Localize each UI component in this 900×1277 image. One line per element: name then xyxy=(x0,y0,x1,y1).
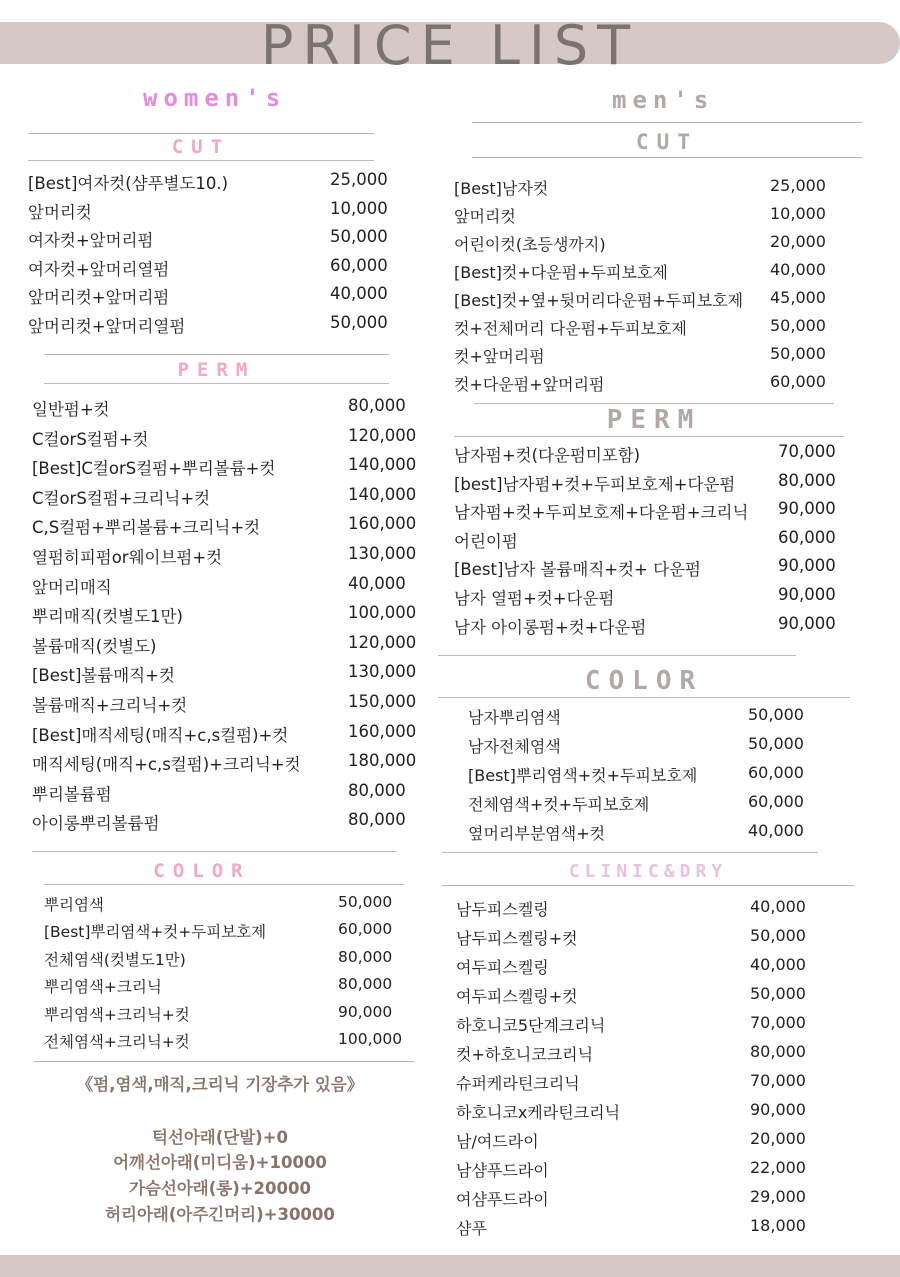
mens-perm-heading xyxy=(474,405,834,435)
divider xyxy=(44,884,404,885)
item-name: 여두피스켈링+컷 xyxy=(456,987,578,1006)
item-name: [Best]뿌리염색+컷+두피보호제 xyxy=(44,923,267,942)
list-item xyxy=(456,1216,826,1245)
item-name: 뿌리볼륨펌 xyxy=(32,784,112,804)
list-item xyxy=(468,821,828,850)
section-label: CLINIC&DRY xyxy=(568,861,728,882)
section-label: PERM xyxy=(606,405,702,435)
divider xyxy=(438,655,796,656)
list-item xyxy=(456,1071,826,1100)
item-name: 남자뿌리염색 xyxy=(468,708,561,727)
item-name: 여샴푸드라이 xyxy=(456,1190,549,1209)
item-price: 50,000 xyxy=(770,316,826,335)
item-price: 50,000 xyxy=(750,926,806,945)
item-name: 컷+하호니코크리닉 xyxy=(456,1045,594,1064)
list-item xyxy=(454,260,844,288)
mens-color-heading xyxy=(438,666,850,696)
item-price: 25,000 xyxy=(330,170,388,189)
item-price: 80,000 xyxy=(750,1042,806,1061)
item-price: 100,000 xyxy=(338,1029,403,1048)
item-price: 45,000 xyxy=(770,288,826,307)
item-price: 40,000 xyxy=(330,284,388,304)
section-label: COLOR xyxy=(584,666,704,696)
item-price: 140,000 xyxy=(348,455,417,475)
item-name: 어린이컷(초등생까지) xyxy=(454,235,606,254)
section-label: COLOR xyxy=(153,860,251,882)
divider xyxy=(34,1061,414,1062)
list-item xyxy=(454,344,844,372)
item-name: 아이롱뿌리볼륨펌 xyxy=(32,814,160,834)
list-item xyxy=(32,810,422,840)
list-item xyxy=(32,455,422,485)
item-price: 18,000 xyxy=(750,1216,806,1235)
item-price: 50,000 xyxy=(338,893,393,911)
item-price: 29,000 xyxy=(750,1187,806,1206)
section-label: CUT xyxy=(171,136,231,158)
list-item xyxy=(454,499,849,528)
mens-cut-heading xyxy=(472,130,862,154)
item-name: 앞머리컷+앞머리열펌 xyxy=(28,316,186,336)
item-name: [Best]남자컷 xyxy=(454,179,549,198)
item-price: 150,000 xyxy=(348,691,417,711)
list-item xyxy=(456,1129,826,1158)
mens-color-list xyxy=(468,705,828,850)
item-name: 전체염색+컷+두피보호제 xyxy=(468,795,650,814)
item-price: 50,000 xyxy=(330,312,388,332)
divider xyxy=(454,436,844,437)
item-price: 50,000 xyxy=(330,227,388,247)
surcharge-medium: 어깨선아래(미디움)+10000 xyxy=(113,1153,327,1172)
list-item xyxy=(454,232,844,260)
item-price: 130,000 xyxy=(348,543,417,563)
item-price: 70,000 xyxy=(750,1071,806,1090)
item-price: 90,000 xyxy=(778,613,836,633)
item-name: 남두피스켈링+컷 xyxy=(456,929,578,948)
list-item xyxy=(456,1158,826,1187)
list-item xyxy=(456,984,826,1013)
list-item xyxy=(32,633,422,663)
list-item xyxy=(454,372,844,400)
item-name: 앞머리컷+앞머리펌 xyxy=(28,288,170,308)
item-name: 옆머리부분염색+컷 xyxy=(468,824,606,843)
item-price: 40,000 xyxy=(748,821,804,840)
item-name: C컬orS컬펌+크리닉+컷 xyxy=(32,488,211,508)
item-price: 20,000 xyxy=(770,232,826,251)
item-price: 90,000 xyxy=(778,556,836,576)
list-item xyxy=(32,722,422,752)
item-name: 샴푸 xyxy=(456,1219,487,1238)
item-name: 앞머리매직 xyxy=(32,577,112,597)
list-item xyxy=(454,528,849,557)
page-title: PRICE LIST xyxy=(260,14,640,77)
item-name: 여자컷+앞머리열펌 xyxy=(28,259,170,279)
item-name: [Best]컷+옆+뒷머리다운펌+두피보호제 xyxy=(454,291,744,310)
list-item xyxy=(456,1100,826,1129)
item-name: 컷+전체머리 다운펌+두피보호제 xyxy=(454,319,687,338)
item-price: 40,000 xyxy=(750,897,806,916)
item-price: 60,000 xyxy=(778,527,836,547)
list-item xyxy=(32,781,422,811)
item-price: 25,000 xyxy=(770,176,826,195)
item-name: [Best]매직세팅(매직+c,s컬펌)+컷 xyxy=(32,725,289,745)
list-item xyxy=(28,199,408,228)
item-name: [Best]컷+다운펌+두피보호제 xyxy=(454,263,668,282)
list-item xyxy=(32,692,422,722)
list-item xyxy=(454,471,849,500)
item-price: 50,000 xyxy=(770,344,826,363)
surcharge-long: 가슴선아래(롱)+20000 xyxy=(129,1179,311,1198)
mens-heading: men's xyxy=(612,86,715,114)
divider xyxy=(32,851,397,852)
item-name: 남자전체염색 xyxy=(468,737,561,756)
item-price: 90,000 xyxy=(750,1100,806,1119)
item-name: 여두피스켈링 xyxy=(456,958,549,977)
item-name: 어린이펌 xyxy=(454,531,518,551)
item-name: 남자펌+컷+두피보호제+다운펌+크리닉 xyxy=(454,503,749,523)
item-name: 남자 아이롱펌+컷+다운펌 xyxy=(454,617,647,637)
surcharge-very-long: 허리아래(아주긴머리)+30000 xyxy=(105,1205,335,1224)
item-name: 볼륨매직+크리닉+컷 xyxy=(32,695,188,715)
item-name: 매직세팅(매직+c,s컬펌)+크리닉+컷 xyxy=(32,755,301,775)
divider xyxy=(28,133,374,134)
surcharge-short: 턱선아래(단발)+0 xyxy=(151,1128,289,1147)
list-item xyxy=(44,975,414,1002)
item-price: 160,000 xyxy=(348,514,417,534)
item-price: 70,000 xyxy=(778,442,836,461)
item-price: 120,000 xyxy=(348,425,417,445)
item-name: 전체염색(컷별도1만) xyxy=(44,950,186,969)
item-name: 남샴푸드라이 xyxy=(456,1161,549,1180)
item-name: 컷+다운펌+앞머리펌 xyxy=(454,375,605,394)
item-price: 130,000 xyxy=(348,662,417,682)
list-item xyxy=(454,316,844,344)
list-item xyxy=(32,426,422,456)
item-name: [Best]여자컷(샴푸별도10.) xyxy=(28,174,229,193)
item-name: C,S컬펌+뿌리볼륨+크리닉+컷 xyxy=(32,518,261,538)
item-name: 컷+앞머리펌 xyxy=(454,347,545,366)
divider xyxy=(472,122,862,123)
item-price: 60,000 xyxy=(330,255,388,275)
list-item xyxy=(32,514,422,544)
item-price: 60,000 xyxy=(770,372,826,391)
item-name: 앞머리컷 xyxy=(28,202,92,222)
list-item xyxy=(44,1030,414,1057)
item-name: [best]남자펌+컷+두피보호제+다운펌 xyxy=(454,474,736,494)
item-price: 70,000 xyxy=(750,1013,806,1032)
list-item xyxy=(28,170,408,199)
divider xyxy=(472,157,862,158)
womens-cut-list xyxy=(28,170,408,342)
item-price: 180,000 xyxy=(348,751,417,771)
item-price: 80,000 xyxy=(338,975,393,994)
length-notice: 《펌,염색,매직,크리닉 기장추가 있음》 xyxy=(76,1075,364,1094)
list-item xyxy=(28,313,408,342)
item-price: 100,000 xyxy=(348,603,417,623)
item-price: 50,000 xyxy=(748,734,804,753)
list-item xyxy=(454,204,844,232)
item-name: 남/여드라이 xyxy=(456,1132,539,1151)
item-price: 40,000 xyxy=(348,573,406,593)
list-item xyxy=(456,1042,826,1071)
item-name: C컬orS컬펌+컷 xyxy=(32,429,149,449)
section-label: PERM xyxy=(177,359,256,381)
item-price: 50,000 xyxy=(750,984,806,1003)
item-name: 앞머리컷 xyxy=(454,207,516,226)
item-name: 뿌리매직(컷별도1만) xyxy=(32,607,183,627)
item-name: 하호니코5단계크리닉 xyxy=(456,1016,606,1035)
list-item xyxy=(454,288,844,316)
item-price: 120,000 xyxy=(348,632,417,652)
item-name: 볼륨매직(컷별도) xyxy=(32,636,157,656)
mens-clinic-list xyxy=(456,897,826,1245)
list-item xyxy=(32,485,422,515)
item-price: 80,000 xyxy=(338,947,393,966)
divider xyxy=(442,852,818,853)
womens-perm-heading xyxy=(44,359,389,381)
item-price: 80,000 xyxy=(348,780,406,800)
item-name: 전체염색+크리닉+컷 xyxy=(44,1032,190,1051)
list-item xyxy=(28,227,408,256)
item-price: 20,000 xyxy=(750,1129,806,1148)
item-price: 40,000 xyxy=(770,260,826,279)
section-label: CUT xyxy=(636,130,698,154)
item-price: 60,000 xyxy=(748,792,804,811)
womens-cut-heading xyxy=(28,136,374,158)
list-item xyxy=(454,556,849,585)
item-name: 남두피스켈링 xyxy=(456,900,549,919)
list-item xyxy=(468,792,828,821)
list-item xyxy=(454,442,849,471)
footer-band xyxy=(0,1255,900,1277)
divider xyxy=(438,697,850,698)
item-price: 50,000 xyxy=(748,705,804,724)
item-name: 슈퍼케라틴크리닉 xyxy=(456,1074,580,1093)
list-item xyxy=(32,544,422,574)
item-name: 남자 열펌+컷+다운펌 xyxy=(454,588,615,608)
list-item xyxy=(32,574,422,604)
womens-color-list xyxy=(44,893,414,1057)
item-name: 뿌리염색 xyxy=(44,896,104,914)
list-item xyxy=(32,751,422,781)
item-name: [Best]뿌리염색+컷+두피보호제 xyxy=(468,766,698,785)
divider xyxy=(474,403,834,404)
item-price: 80,000 xyxy=(348,810,406,830)
item-name: [Best]남자 볼륨매직+컷+ 다운펌 xyxy=(454,560,701,580)
mens-cut-list xyxy=(454,176,844,400)
item-name: [Best]볼륨매직+컷 xyxy=(32,666,175,686)
womens-color-heading xyxy=(32,860,372,882)
item-price: 22,000 xyxy=(750,1158,806,1177)
list-item xyxy=(454,614,849,643)
list-item xyxy=(28,284,408,313)
item-name: 남자펌+컷(다운펌미포함) xyxy=(454,446,641,465)
list-item xyxy=(454,176,844,204)
list-item xyxy=(456,1013,826,1042)
item-price: 90,000 xyxy=(778,584,836,604)
item-price: 80,000 xyxy=(778,470,836,490)
list-item xyxy=(44,1003,414,1030)
divider xyxy=(442,885,854,886)
list-item xyxy=(468,734,828,763)
list-item xyxy=(468,705,828,734)
list-item xyxy=(28,256,408,285)
mens-clinic-heading xyxy=(442,861,854,882)
item-price: 60,000 xyxy=(748,763,804,782)
divider xyxy=(28,160,374,161)
item-name: 하호니코x케라틴크리닉 xyxy=(456,1103,621,1122)
list-item xyxy=(32,662,422,692)
list-item xyxy=(32,396,422,426)
list-item xyxy=(456,955,826,984)
item-price: 140,000 xyxy=(348,484,417,504)
item-price: 90,000 xyxy=(338,1002,393,1021)
item-price: 80,000 xyxy=(348,396,406,415)
item-name: 열펌히피펌or웨이브펌+컷 xyxy=(32,547,223,567)
list-item xyxy=(32,603,422,633)
divider xyxy=(44,354,389,355)
item-price: 160,000 xyxy=(348,721,417,741)
womens-perm-list xyxy=(32,396,422,840)
mens-perm-list xyxy=(454,442,849,642)
item-price: 60,000 xyxy=(338,920,393,939)
item-name: [Best]C컬orS컬펌+뿌리볼륨+컷 xyxy=(32,459,276,479)
list-item xyxy=(456,897,826,926)
list-item xyxy=(456,926,826,955)
divider xyxy=(44,383,389,384)
item-name: 뿌리염색+크리닉+컷 xyxy=(44,1005,190,1024)
item-name: 여자컷+앞머리펌 xyxy=(28,231,154,251)
item-price: 10,000 xyxy=(330,198,388,218)
list-item xyxy=(456,1187,826,1216)
list-item xyxy=(468,763,828,792)
item-name: 뿌리염색+크리닉 xyxy=(44,978,162,997)
item-price: 90,000 xyxy=(778,499,836,519)
list-item xyxy=(44,920,414,947)
list-item xyxy=(44,948,414,975)
list-item xyxy=(454,585,849,614)
list-item xyxy=(44,893,414,920)
item-price: 10,000 xyxy=(770,204,826,223)
item-price: 40,000 xyxy=(750,955,806,974)
womens-heading: women's xyxy=(143,84,287,112)
item-name: 일반펌+컷 xyxy=(32,400,110,419)
